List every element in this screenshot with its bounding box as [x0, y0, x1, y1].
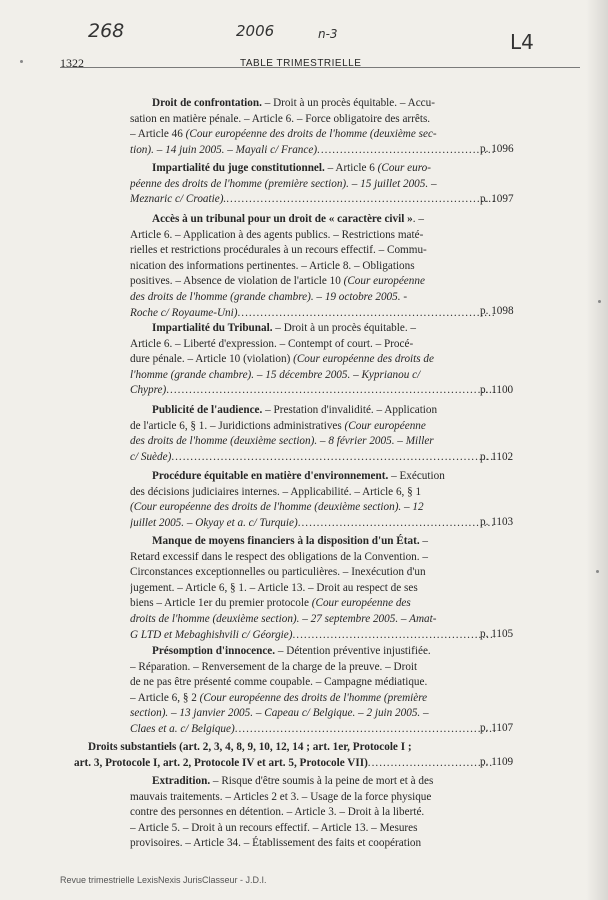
handwritten-note-middle-2: n-3 — [318, 27, 338, 41]
entry-page-ref: p. 1102 — [480, 451, 514, 463]
entry-page-ref: p. 1109 — [480, 756, 514, 768]
handwritten-note-right: L4 — [510, 30, 534, 54]
entry-title: Extradition. — [152, 775, 211, 787]
entry-page-ref: p. 1100 — [480, 384, 514, 396]
entry-title: Droit de confrontation. — [152, 97, 262, 109]
toc-entry: Impartialité du juge constitutionnel. – Article 6 (Cour euro- péenne des droits de l'homme (première section). – 15 juillet 2005. – Meznaric c/ Croatie). ..... — [130, 161, 495, 208]
entry-title: Manque de moyens financiers à la disposition d'un État. — [152, 535, 420, 547]
toc-entry: Procédure équitable en matière d'environnement. – Exécution des décisions judiciaires internes. – Applicabilité. – Article 6, § 1 (Cour européenne des droits de l'homme (deuxième section). – 12 juillet 2005. – Okyay et a. c/ Turquie) ..... — [130, 469, 495, 531]
handwritten-note-middle: 2006 — [236, 22, 275, 40]
entry-title: Impartialité du Tribunal. — [152, 322, 273, 334]
toc-entry: Publicité de l'audience. – Prestation d'invalidité. – Application de l'article 6, § 1. – Juridictions administratives (Cour européenne des droits de l'homme (deuxième section). – 8 février 2005. – Miller c/ Suède) ..... — [130, 403, 495, 465]
toc-entry: Accès à un tribunal pour un droit de « caractère civil ». – Article 6. – Application à des agents publics. – Restrictions maté- rielles et restrictions procédurales à un recours effectif. – Commu- nication des informations pertinentes. – Article 8. – Obligations positives. – Absence de violation de l'article 10 (Cour européenne des droits de l'homme (grande chambre). – 19 octobre 2005. - Roche c/ Royaume-Uni) ..... — [130, 212, 495, 321]
entry-title: Publicité de l'audience. — [152, 404, 263, 416]
entry-page-ref: p. 1105 — [480, 628, 514, 640]
entry-page-ref: p. 1098 — [480, 305, 514, 317]
scan-speck — [598, 300, 601, 303]
toc-entry: Présomption d'innocence. – Détention préventive injustifiée. – Réparation. – Renversement de la charge de la preuve. – Droit de ne pas être présenté comme coupable. – Campagne médiatique. – Article 6, § 2 (Cour européenne des droits de l'homme (première section). – 13 janvier 2005. – Capeau c/ Belgique. – 2 juin 2005. – Claes et a. c/ Belgique) ..... — [130, 644, 495, 738]
entry-title: Procédure équitable en matière d'environnement. — [152, 470, 389, 482]
toc-entry: Extradition. – Risque d'être soumis à la peine de mort et à des mauvais traitements. – Articles 2 et 3. – Usage de la force physique contre des personnes en détention. – Article 3. – Droit à la liberté. – Article 5. – Droit à un recours effectif. – Article 13. – Mesures provisoires. – Article 34. – Établissement des faits et coopération — [130, 775, 434, 850]
entry-page-ref: p. 1103 — [480, 516, 514, 528]
page-edge-shadow — [586, 0, 608, 900]
page-footer: Revue trimestrielle LexisNexis JurisClasseur - J.D.I. — [60, 875, 267, 885]
entry-title: Impartialité du juge constitutionnel. — [152, 162, 325, 174]
toc-entry: Manque de moyens financiers à la disposition d'un État. – Retard excessif dans le respect des obligations de la Convention. – Circonstances exceptionnelles ou particulières. – Inexécution d'un jugement. – Article 6, § 1. – Article 13. – Droit au respect de ses biens – Article 1er du premier protocole (Cour européenne des droits de l'homme (deuxième section). – 27 septembre 2005. – Amat- G LTD et Mebaghishvili c/ Géorgie) ..... — [130, 534, 495, 643]
handwritten-note-left: 268 — [88, 20, 125, 42]
scan-speck — [596, 570, 599, 573]
toc-section-heading: Droits substantiels (art. 2, 3, 4, 8, 9, 10, 12, 14 ; art. 1er, Protocole I ; art. 3, Protocole I, art. 2, Protocole IV et art. 5, Protocole VII) ..... — [88, 740, 493, 771]
entry-page-ref: p. 1107 — [480, 722, 514, 734]
toc-entry: Impartialité du Tribunal. – Droit à un procès équitable. – Article 6. – Liberté d'expression. – Contempt of court. – Procé- dure pénale. – Article 10 (violation) (Cour européenne des droits de l'homme (grande chambre). – 15 décembre 2005. – Kyprianou c/ Chypre) ..... — [130, 321, 495, 399]
running-title: TABLE TRIMESTRIELLE — [240, 58, 362, 69]
header-rule — [60, 67, 580, 68]
entry-title: Présomption d'innocence. — [152, 645, 276, 657]
entry-page-ref: p. 1096 — [480, 143, 514, 155]
entry-page-ref: p. 1097 — [480, 193, 514, 205]
toc-entry: Droit de confrontation. – Droit à un procès équitable. – Accu- sation en matière pénale. – Article 6. – Force obligatoire des arrêts. – Article 46 (Cour européenne des droits de l'homme (deuxième sec- tion). – 14 juin 2005. – Mayali c/ France) ..... — [130, 96, 495, 158]
entry-title: Accès à un tribunal pour un droit de « caractère civil » — [152, 213, 413, 225]
scan-speck — [20, 60, 23, 63]
page-number: 1322 — [60, 56, 84, 70]
